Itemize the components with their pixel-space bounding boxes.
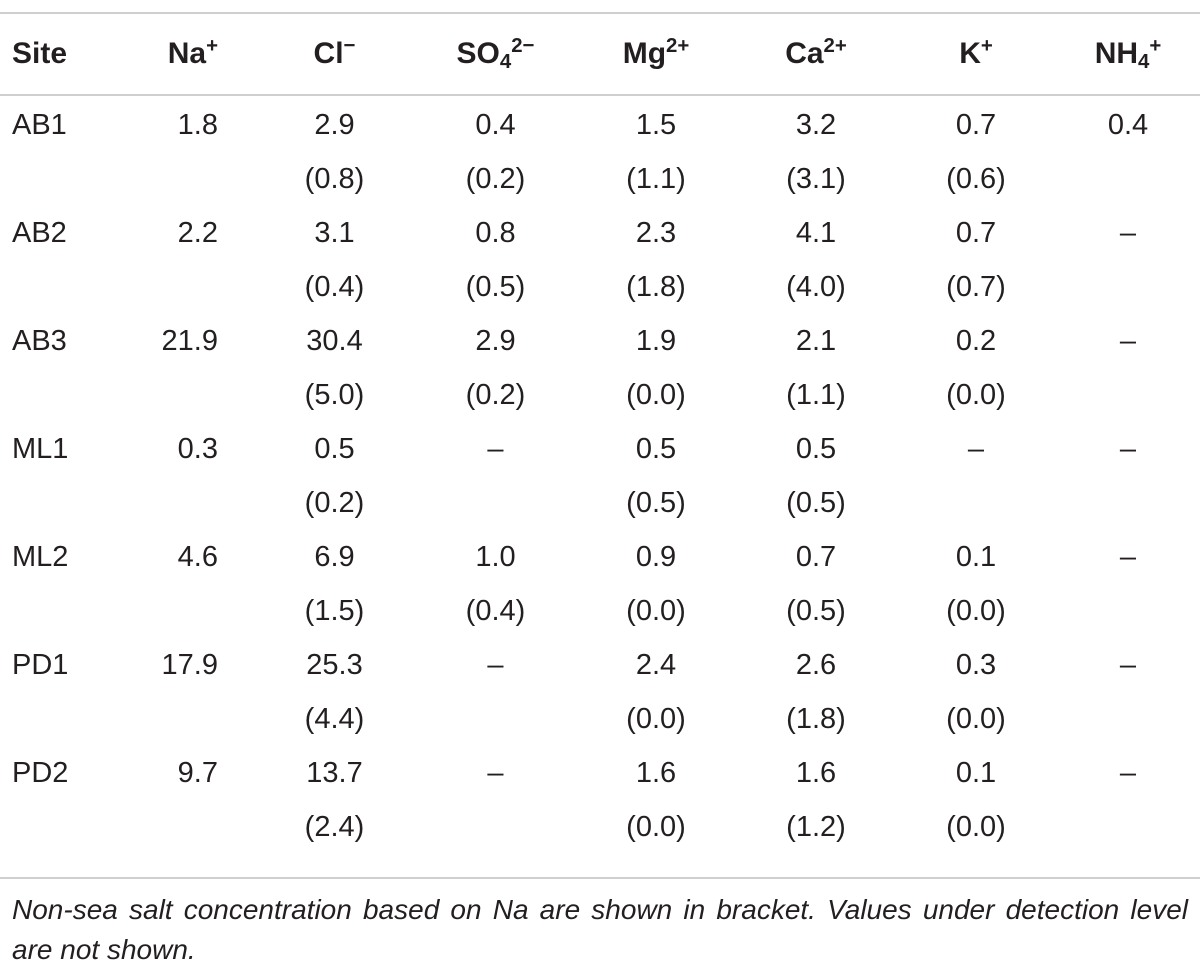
cell-nh4: – [1119, 756, 1137, 789]
cell-so4: 0.8 [475, 216, 516, 249]
cell-ca: 1.6 [795, 756, 837, 789]
cell-cl: 30.4 [306, 324, 363, 357]
cell-cl: 13.7 [306, 756, 363, 789]
cell-mg-nss: (1.8) [626, 270, 686, 303]
cell-k: 0.1 [955, 756, 997, 789]
cell-so4-nss: (0.4) [465, 594, 526, 627]
table-row-ml1-nss [0, 476, 1200, 530]
table-row-ab1-nss [0, 152, 1200, 206]
cell-mg-nss: (0.5) [626, 486, 686, 519]
bottom-rule [0, 877, 1200, 879]
cell-so4: 2.9 [475, 324, 516, 357]
cell-so4: – [487, 648, 504, 681]
cell-cl: 3.1 [314, 216, 355, 249]
cell-k: 0.3 [955, 648, 997, 681]
cell-mg: 2.4 [635, 648, 677, 681]
cell-mg: 1.6 [635, 756, 677, 789]
cell-ca: 0.5 [795, 432, 837, 465]
cell-k: – [967, 432, 985, 465]
cell-mg-nss: (0.0) [626, 594, 686, 627]
cell-k-nss: (0.7) [946, 270, 1006, 303]
cell-ca: 3.2 [795, 108, 837, 141]
ion-concentration-table [0, 14, 1200, 854]
header-nh4: $NH_4^+$ [1094, 34, 1162, 74]
cell-cl: 25.3 [306, 648, 363, 681]
cell-mg-nss: (0.0) [626, 702, 686, 735]
cell-so4: 1.0 [475, 540, 516, 573]
cell-ca-nss: (4.0) [786, 270, 846, 303]
cell-k-nss [896, 476, 1056, 530]
cell-cl-nss: (0.2) [304, 486, 365, 519]
cell-so4-nss [415, 692, 576, 746]
cell-nh4: – [1119, 324, 1137, 357]
cell-nh4: 0.4 [1107, 108, 1149, 141]
cell-site: ML1 [12, 432, 69, 465]
cell-ca-nss: (0.5) [786, 594, 846, 627]
cell-ca: 4.1 [795, 216, 837, 249]
cell-so4: 0.4 [475, 108, 516, 141]
table-row-ab3-nss [0, 368, 1200, 422]
cell-site: AB1 [12, 108, 67, 141]
cell-k-nss: (0.0) [946, 378, 1006, 411]
cell-ca: 2.6 [795, 648, 837, 681]
cell-k-nss: (0.0) [946, 810, 1006, 843]
cell-mg: 0.5 [635, 432, 677, 465]
cell-mg: 0.9 [635, 540, 677, 573]
cell-nh4: – [1119, 648, 1137, 681]
cell-so4: – [487, 432, 504, 465]
header-mg: $Mg^{2+}$ [622, 34, 690, 70]
cell-k-nss: (0.6) [946, 162, 1006, 195]
cell-nh4: – [1119, 216, 1137, 249]
cell-mg: 1.5 [635, 108, 677, 141]
cell-nh4: – [1119, 432, 1137, 465]
cell-na: 4.6 [177, 540, 218, 573]
cell-k: 0.7 [955, 216, 997, 249]
table-row-pd1-nss [0, 692, 1200, 746]
table-row-ab1 [0, 94, 1200, 152]
cell-cl-nss: (4.4) [304, 702, 365, 735]
cell-ca: 2.1 [795, 324, 837, 357]
cell-k-nss: (0.0) [946, 702, 1006, 735]
header-k: K+ [959, 34, 993, 70]
cell-ca-nss: (0.5) [786, 486, 846, 519]
cell-cl: 2.9 [314, 108, 355, 141]
cell-k: 0.7 [955, 108, 997, 141]
cell-ca-nss: (1.8) [786, 702, 846, 735]
header-site: Site [12, 37, 68, 70]
cell-k: 0.2 [955, 324, 997, 357]
cell-site: PD2 [12, 756, 69, 789]
cell-site: PD1 [12, 648, 69, 681]
cell-na: 17.9 [161, 648, 218, 681]
cell-na: 1.8 [177, 108, 218, 141]
table-row-ab3 [0, 314, 1200, 368]
cell-so4-nss: (0.2) [465, 162, 526, 195]
table-row-pd2-nss [0, 800, 1200, 854]
cell-mg-nss: (0.0) [626, 378, 686, 411]
cell-cl: 0.5 [314, 432, 355, 465]
cell-cl-nss: (2.4) [304, 810, 365, 843]
table-footnote: Non-sea salt concentration based on Na are shown in bracket. Values under detection level are not shown. [12, 894, 1188, 965]
cell-site: AB2 [12, 216, 67, 249]
cell-site: ML2 [12, 540, 69, 573]
header-cl: Cl− [313, 34, 356, 70]
cell-mg-nss: (1.1) [626, 162, 686, 195]
cell-site: AB3 [12, 324, 67, 357]
cell-so4-nss [415, 476, 576, 530]
cell-ca-nss: (1.1) [786, 378, 846, 411]
cell-so4: – [487, 756, 504, 789]
cell-mg-nss: (0.0) [626, 810, 686, 843]
table-row-ml2 [0, 530, 1200, 584]
cell-cl-nss: (5.0) [304, 378, 365, 411]
cell-ca: 0.7 [795, 540, 837, 573]
cell-k: 0.1 [955, 540, 997, 573]
header-so4: $SO_4^{2-}$ [456, 34, 535, 74]
cell-mg: 1.9 [635, 324, 677, 357]
table-row-ab2 [0, 206, 1200, 260]
table-row-ab2-nss [0, 260, 1200, 314]
cell-so4-nss: (0.2) [465, 378, 526, 411]
table-row-ml2-nss [0, 584, 1200, 638]
cell-so4-nss [415, 800, 576, 854]
cell-nh4: – [1119, 540, 1137, 573]
cell-na: 0.3 [177, 432, 218, 465]
table-row-pd1 [0, 638, 1200, 692]
cell-na: 9.7 [177, 756, 218, 789]
cell-cl: 6.9 [314, 540, 355, 573]
cell-cl-nss: (0.4) [304, 270, 365, 303]
cell-so4-nss: (0.5) [465, 270, 526, 303]
cell-cl-nss: (0.8) [304, 162, 365, 195]
header-row [0, 14, 1200, 94]
header-ca: $Ca^{2+}$ [785, 34, 847, 70]
cell-ca-nss: (3.1) [786, 162, 846, 195]
cell-mg: 2.3 [635, 216, 677, 249]
cell-ca-nss: (1.2) [786, 810, 846, 843]
table-row-ml1 [0, 422, 1200, 476]
header-na: Na+ [167, 34, 218, 70]
cell-k-nss: (0.0) [946, 594, 1006, 627]
table-row-pd2 [0, 746, 1200, 800]
cell-na: 21.9 [161, 324, 218, 357]
cell-na: 2.2 [177, 216, 218, 249]
cell-cl-nss: (1.5) [304, 594, 365, 627]
